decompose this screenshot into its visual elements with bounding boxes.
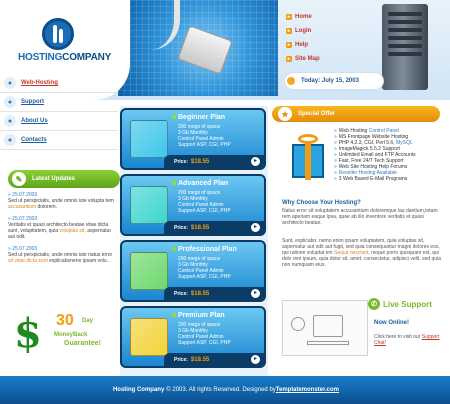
server-icon (382, 4, 428, 90)
logo-icon[interactable] (42, 18, 74, 50)
plan-price: $18.55 (190, 290, 210, 297)
price-bar: Price: $18.55 (164, 353, 264, 366)
sidebar-item-contacts[interactable] (0, 131, 118, 150)
news-link[interactable]: sit vitae dicta sunt (8, 258, 48, 264)
plan-card-premium[interactable] (120, 306, 266, 368)
money-back-line2: Guarantee! (64, 340, 101, 347)
list-item: » Fast, Free 24/7 Tech Support (334, 158, 404, 164)
date-text: Today: July 15, 2003 (301, 78, 359, 84)
news-date: » 25.07.2003 (8, 216, 38, 222)
list-item: » MS Frontpage Website Hosting (334, 134, 409, 140)
arrow-right-icon[interactable]: ▸ (251, 157, 260, 166)
money-back-number: 30 (56, 312, 74, 329)
news-text: Sed ut perspiciatis, unde omnis iste volupta tem accusantium dolorem. (8, 198, 114, 210)
clock-icon (287, 77, 295, 85)
star-icon: ★ (278, 107, 292, 121)
plan-features: 200 megs of space 3 Gb Monthly Control Panel Admin Support ASP, CGI, PHP (178, 190, 231, 214)
sidebar-item-about-us[interactable] (0, 112, 118, 131)
news-link[interactable]: voluptas sit (59, 228, 85, 234)
special-offer-header (272, 106, 440, 122)
arrow-right-icon[interactable]: ▸ (251, 355, 260, 364)
price-bar: Price: $18.55 (164, 221, 264, 234)
why-title: Why Choose Your Hosting? (282, 200, 361, 206)
top-link-label: Login (295, 28, 312, 34)
sidebar-item-label: Support (21, 99, 44, 105)
footer (0, 376, 450, 404)
plan-name: Beginner Plan (172, 114, 225, 121)
plan-name: Premium Plan (172, 312, 225, 319)
sidebar-item-support[interactable] (0, 93, 118, 112)
list-item (8, 246, 118, 264)
top-link-help[interactable] (286, 38, 346, 52)
plan-features: 200 megs of space 3 Gb Monthly Control Panel Admin Support ASP, CGI, PHP (178, 322, 231, 346)
chat-icon: ✆ (368, 298, 380, 310)
money-back-line1: MoneyBack (54, 332, 88, 338)
list-item: » Unlimited Email and FTP Accounts (334, 152, 416, 158)
support-icon: ● (4, 96, 16, 108)
plan-price: $18.55 (190, 224, 210, 231)
chat-icon: ✎ (12, 172, 26, 186)
cube-icon (130, 318, 168, 356)
why-paragraph-2: Sunt, explicabo. nemo enim ipsam voluptatem, quia voluptas sit, aspernatur aut odit aut fugit, sed quia consequuntur magni dolores eos, qui ratione voluptat em Sequa nesciunt, neque porro quisquam est, qui dolo rem ipsum, quia dolor sit, amet, consectetur, adipisci velit, sed quia non numquam eius. (282, 238, 441, 268)
cube-icon (130, 252, 168, 290)
dollar-icon: $ (14, 310, 42, 357)
list-item: » Web Site Hosting Help Forums (334, 164, 408, 170)
person-icon: ● (4, 77, 16, 89)
top-links (286, 10, 346, 66)
live-support-title: Live Support (383, 299, 432, 309)
plan-features: 200 megs of space 3 Gb Monthly Control Panel Admin Support ASP, CGI, PHP (178, 256, 231, 280)
sidebar-item-label: Contacts (21, 137, 47, 143)
money-back-banner[interactable] (10, 310, 118, 366)
support-chat-link[interactable]: Support Chat! (374, 334, 440, 346)
sidebar-item-web-hosting[interactable] (0, 74, 118, 93)
news-date: » 25.07.2003 (8, 246, 38, 252)
live-support-header (368, 298, 432, 310)
contact-icon: ● (4, 134, 16, 146)
footer-designer-link[interactable]: Templatemonster.com (275, 387, 340, 393)
login-icon: ▸ (287, 28, 291, 34)
top-link-label: Site Map (295, 56, 320, 62)
price-bar: Price: $18.55 (164, 287, 264, 300)
latest-updates-list (8, 192, 118, 270)
sidebar-nav (0, 74, 118, 150)
news-text: Veritatis et quasi architecto beatae vitae dicta sunt, volupitatem, quia voluptas sit, aspernatur aut odit. (8, 222, 112, 240)
plans-column (120, 106, 268, 376)
sitemap-icon: ▸ (287, 56, 291, 62)
list-item: » Web Hosting Control Panel (334, 128, 399, 134)
support-illustration (282, 300, 368, 356)
cube-icon (130, 120, 168, 158)
date-display (284, 72, 384, 90)
top-link-sitemap[interactable] (286, 52, 346, 66)
top-link-home[interactable] (286, 10, 346, 24)
help-icon: ▸ (287, 42, 291, 48)
live-support-text: Click here to visit our Support Chat! (374, 334, 440, 346)
top-link-login[interactable] (286, 24, 346, 38)
news-date: » 25.07.2003 (8, 192, 38, 198)
cube-icon (130, 186, 168, 224)
list-item (8, 216, 118, 240)
news-text: Sed ut perspiciatis, unde omnis iste natus error sit vitae dicta sunt explicaboneno ipsam volu. (8, 252, 113, 264)
plan-price: $18.55 (190, 158, 210, 165)
gift-icon (288, 130, 328, 180)
why-link[interactable]: Sequa nesciunt (333, 250, 369, 256)
list-item: » ImageMagick 5.5.2 Support (334, 146, 400, 152)
top-link-label: Home (295, 14, 312, 20)
money-back-day: Day (82, 318, 94, 324)
footer-company: Hosting Company (112, 387, 165, 393)
top-link-label: Help (295, 42, 309, 48)
list-item (8, 192, 118, 210)
live-support-status: Now Online! (374, 320, 409, 326)
arrow-right-icon[interactable]: ▸ (251, 223, 260, 232)
latest-updates-header (8, 170, 120, 188)
special-offer-list (334, 128, 444, 182)
plan-card-beginner[interactable] (120, 108, 266, 170)
arrow-right-icon[interactable]: ▸ (251, 289, 260, 298)
plan-price: $18.55 (190, 356, 210, 363)
news-link[interactable]: accusantium (8, 204, 37, 210)
price-bar: Price: $18.55 (164, 155, 264, 168)
list-item: » PHP 4.2.3, CGI, Perl 5.6, MySQL (334, 140, 413, 146)
footer-text: © 2003. All rights Reserved. Designed by (166, 387, 276, 393)
special-offer-title: Special Offer (298, 111, 336, 117)
plan-card-advanced[interactable] (120, 174, 266, 236)
logo-text[interactable]: HOSTINGCOMPANY (18, 52, 112, 63)
plan-name: Professional Plan (172, 246, 237, 253)
why-paragraph-1: Natus error sit voluptatem accusantium doloremque lau dantium,totam rem aperiam eaque ipsa, quae ab illo inventore veritatis et quasi architecto beatae. (282, 208, 438, 226)
sidebar-item-label: Web-Hosting (21, 80, 58, 86)
plan-features: 200 megs of space 3 Gb Monthly Control Panel Admin Support ASP, CGI, PHP (178, 124, 231, 148)
list-item: » 3 Web Based E-Mail Programs (334, 176, 408, 182)
info-icon: ● (4, 115, 16, 127)
plan-name: Advanced Plan (172, 180, 228, 187)
sidebar-item-label: About Us (21, 118, 48, 124)
list-item: » Reseller Hosting Available (334, 170, 397, 176)
home-icon: ▸ (287, 14, 291, 20)
plan-card-professional[interactable] (120, 240, 266, 302)
latest-updates-title: Latest Updates (32, 176, 76, 182)
